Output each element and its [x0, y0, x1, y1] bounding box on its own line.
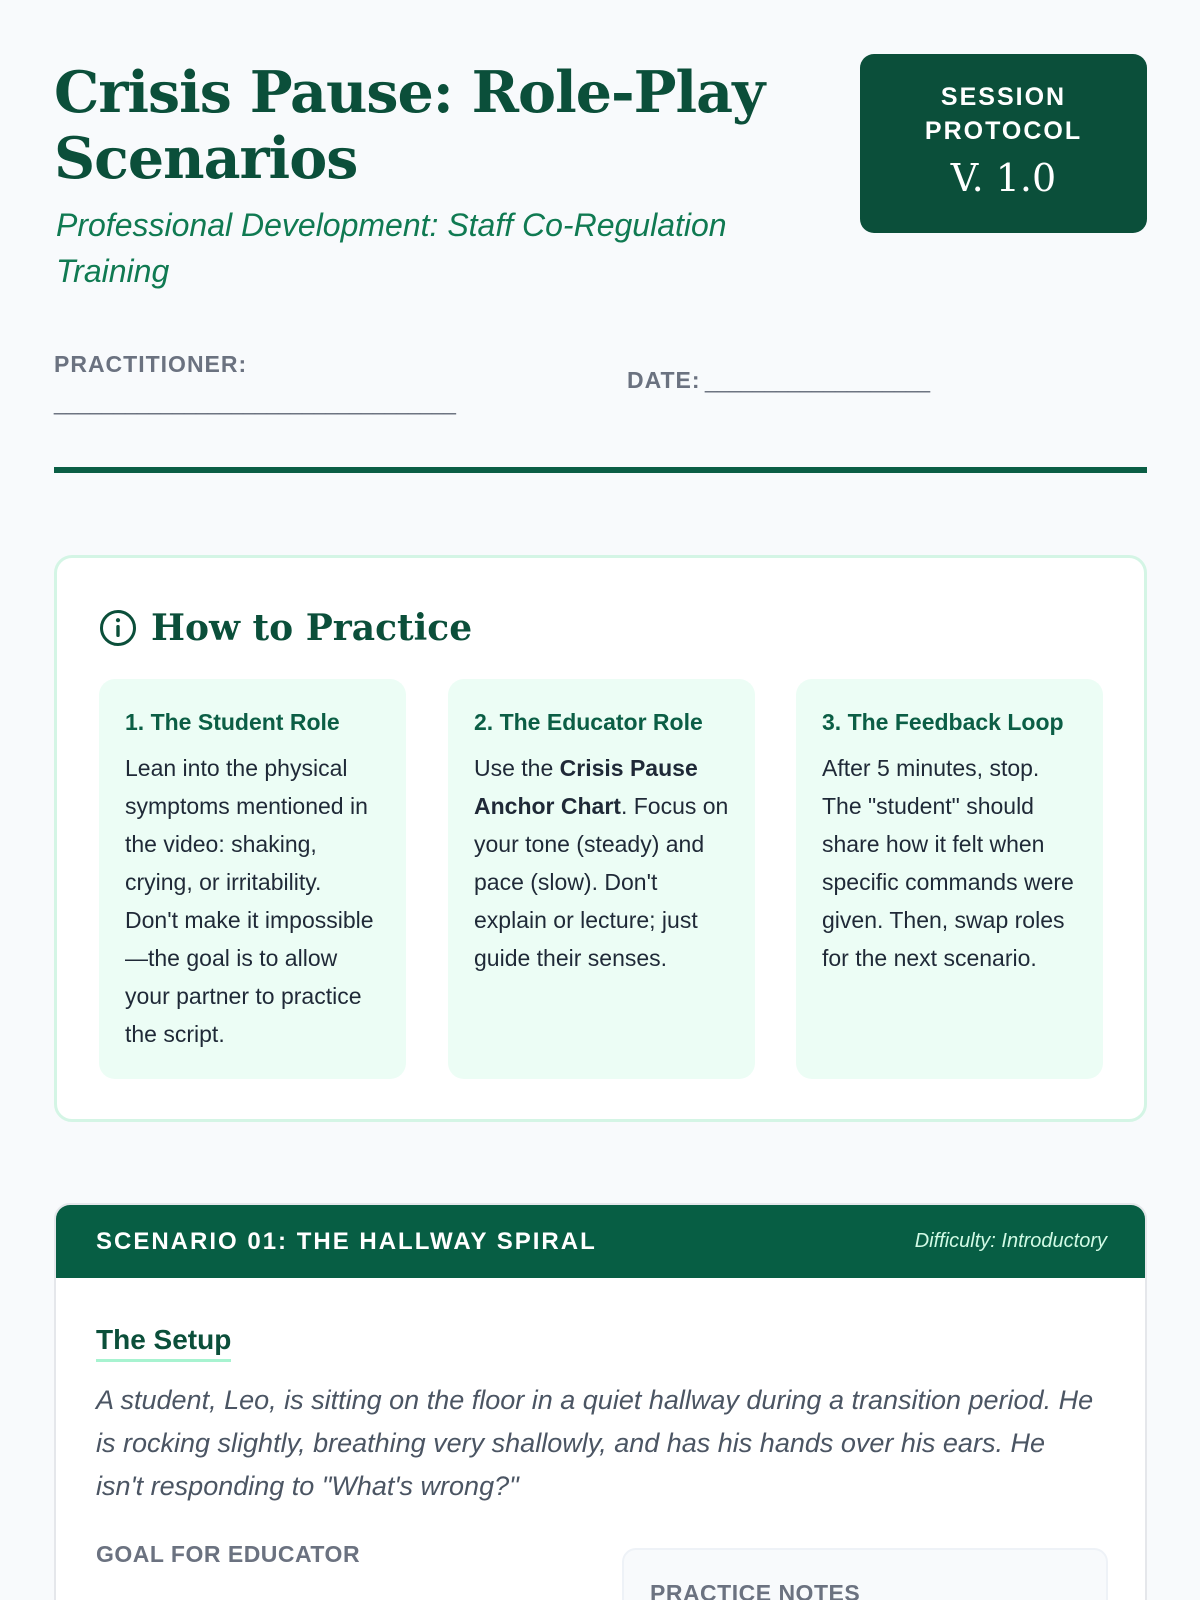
- card-educator-role: [448, 679, 755, 1079]
- header-divider: [54, 467, 1147, 473]
- page-title: Crisis Pause: Role-Play Scenarios: [54, 59, 765, 192]
- meta-fields: [54, 345, 1147, 425]
- card-body: [474, 749, 729, 977]
- date-label: DATE:: [627, 367, 701, 393]
- practice-notes-box[interactable]: [622, 1548, 1108, 1600]
- card-student-role: [99, 679, 406, 1079]
- practitioner-blank: __________________________________: [54, 389, 455, 415]
- how-to-practice-header: [99, 606, 472, 650]
- card-title: 1. The Student Role: [125, 709, 340, 735]
- session-protocol-badge: [860, 54, 1147, 233]
- badge-label: SESSION PROTOCOL: [924, 83, 1083, 145]
- practitioner-label: PRACTITIONER:: [54, 351, 248, 377]
- card-body: Lean into the physical symptoms mentioned in the video: shaking, crying, or irritability. Don't make it impossible—the goal is to allow your partner to practice the script.: [125, 755, 374, 1047]
- scenario-01-panel: [54, 1203, 1147, 1600]
- practitioner-field[interactable]: [54, 345, 474, 421]
- how-to-practice-title: How to Practice: [151, 607, 473, 649]
- date-field[interactable]: [627, 362, 929, 402]
- page: [54, 0, 1147, 1600]
- card-feedback-loop: [796, 679, 1103, 1079]
- goal-heading: GOAL FOR EDUCATOR: [96, 1541, 361, 1567]
- setup-heading: The Setup: [96, 1323, 231, 1362]
- practice-cards: [99, 679, 1103, 1079]
- card-body-text: Use the: [474, 755, 560, 781]
- card-body-text: . Focus on your tone (steady) and pace (slow). Don't explain or lecture; just guide their senses.: [474, 793, 729, 971]
- card-title: 3. The Feedback Loop: [822, 709, 1064, 735]
- card-body: After 5 minutes, stop. The "student" should share how it felt when specific commands were given. Then, swap roles for the next scenario.: [822, 755, 1074, 971]
- info-icon: [99, 609, 137, 647]
- badge-version: V. 1.0: [950, 156, 1057, 200]
- header: [54, 54, 1147, 294]
- anchor-chart-reference: Crisis Pause Anchor Chart: [474, 755, 698, 819]
- scenario-title: SCENARIO 01: THE HALLWAY SPIRAL: [96, 1228, 597, 1255]
- date-blank: ___________________: [705, 367, 930, 393]
- how-to-practice-panel: [54, 555, 1147, 1122]
- card-title: 2. The Educator Role: [474, 709, 703, 735]
- setup-text: A student, Leo, is sitting on the floor in a quiet hallway during a transition period. He is rocking slightly, breathing very shallowly, and has his hands over his ears. He isn't responding to "What's wrong?": [96, 1385, 1094, 1501]
- difficulty-label: Difficulty: Introductory: [914, 1230, 1107, 1252]
- practice-notes-heading: PRACTICE NOTES: [650, 1580, 861, 1600]
- page-subtitle: Professional Development: Staff Co-Regulation Training: [56, 207, 727, 289]
- scenario-header-bar: [56, 1205, 1145, 1278]
